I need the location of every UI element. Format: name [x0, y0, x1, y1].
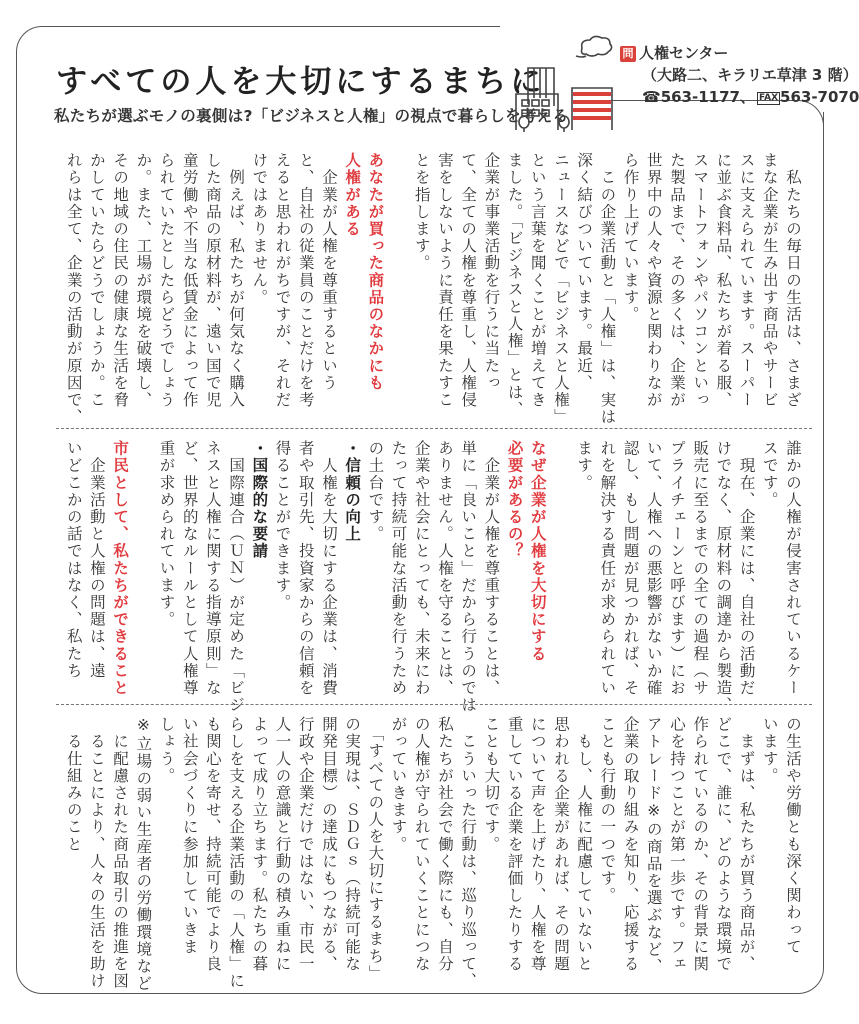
dashed-divider	[56, 428, 812, 429]
dashed-divider	[56, 704, 812, 705]
article-band-2	[44, 440, 804, 714]
article-band-3	[44, 716, 804, 993]
section-heading-citizens: 市民として、私たちができること	[111, 440, 130, 697]
contact-phone-row	[620, 86, 859, 108]
fax-icon: FAX	[758, 93, 779, 103]
page-subtitle: 私たちが選ぶモノの裏側は?「ビジネスと人権」の視点で暮らしを考える	[54, 107, 569, 125]
section-body-citizens-continued: の生活や労働とも深く関わって います。 まずは、私たちが買う商品が、 どこで、誰に、どのような環境で 作られているのか、その背景に関 心を持つことが第一歩です。フェ アトレード※の商品を選ぶなど、 企業の取り組みを知り、応援する ことも行動の一つです。 もし、人権に配慮していないと 思われる企業があれば、その問題 について声を上げたり、人権を尊 重している企業を評価したりする ことも大切です。 こういった行動は、巡り巡って、 私たちが社会で働く際にも、自分 の人権が守られていくことにつな がっていきます。 「すべての人を大切にするまち」 の実現は、ＳＤＧｓ（持続可能な 開発目標）の達成にもつながる、 行政や企業だけではない、市民一 人一人の意識と行動の積み重ねに よって成り立ちます。私たちの暮 らしを支える企業活動の「人権」に も関心を寄せ、持続可能でより良 い社会づくりに参加していきま しょう。	[157, 716, 802, 990]
article-text-3	[44, 716, 804, 993]
contact-address: （大路二、キラリエ草津 3 階）	[642, 66, 858, 84]
phone-number: 563-1177、	[660, 88, 755, 106]
section-body-purchased-goods: 企業が人権を尊重するという と、自社の従業員のことだけを考 えると思われがちですが、それだ けではありません。 例えば、私たちが何気なく購入 した商品の原材料が、遠い国で児 童労働や不当な低賃金によって作 られていたとしたらどうでしょう か。また、工場が環境を破壊し、 その地域の住民の健康な生活を脅 かしていたらどうでしょうか。こ れらは全て、企業の活動が原因で、	[64, 152, 338, 426]
article-text-1	[44, 152, 804, 426]
inquiry-badge: 問	[620, 46, 636, 62]
section-heading-purchased-goods: あなたが買った商品のなかにも 人権がある	[343, 152, 385, 392]
section-body-citizens: 企業活動と人権の問題は、遠 いどこかの話ではなく、私たち	[64, 440, 106, 680]
fax-number: 563-7070	[780, 88, 859, 106]
intro-paragraphs: 私たちの毎日の生活は、さまざ まな企業が生み出す商品やサービ スに支えられています。スーパー に並ぶ食料品、私たちが着る服、 スマートフォンやパソコンといっ た製品まで、その多くは、企業が 世界中の人々や資源と関わりなが ら作り上げています。 この企業活動と「人権」は、実は 深く結びついています。最近、 ニュースなどで「ビジネスと人権」 という言葉を聞くことが増えてき ました。「ビジネスと人権」とは、 企業が事業活動を行うに当たっ て、全ての人権を尊重し、人権侵 害をしないように責任を果たすこ とを指します。	[412, 152, 802, 426]
bullet-heading-international: ・国際的な要請	[250, 440, 269, 560]
contact-info	[620, 42, 859, 108]
footnote-fair-trade: ※立場の弱い生産者の労働環境など に配慮された商品取引の推進を図 ることにより、人々の生活を助け る仕組みのこと	[64, 716, 153, 993]
contact-name-row	[620, 42, 859, 64]
page-title: すべての人を大切にするまちに	[56, 64, 546, 100]
section-heading-why-important: なぜ企業が人権を大切にする 必要があるの？	[505, 440, 547, 663]
article-band-1	[44, 152, 804, 426]
bullet-body-international: 国際連合（ＵＮ）が定めた「ビジ ネスと人権に関する指導原則」な ど、世界的なルールとして人権尊 重が求められています。	[157, 440, 246, 714]
contact-name: 人権センター	[639, 44, 729, 62]
section-body-supply-chain: 誰かの人権が侵害されているケー スです。 現在、企業には、自社の活動だ けでなく、原材料の調達から製造、 販売に至るまでの全ての過程（サ プライチェーンと呼びます）にお いて、人権への悪影響がないか確 認し、もし問題が見つかれば、そ れを解決する責任が求められてい ます。	[575, 440, 802, 714]
bullet-body-trust: 人権を大切にする企業は、消費 者や取引先、投資家からの信頼を 得ることができます。	[273, 440, 338, 697]
phone-icon: ☎	[642, 88, 661, 106]
bullet-heading-trust: ・信頼の向上	[343, 440, 362, 543]
article-text-2	[44, 440, 804, 714]
cloud-icon	[582, 36, 612, 56]
section-body-why-important: 企業が人権を尊重することは、 単に「良いこと」だから行うのでは ありません。人権を守ることは、 企業や社会にとっても、未来にわ たって持続可能な活動を行うため の土台です。	[366, 440, 501, 714]
building-icon	[512, 34, 622, 130]
